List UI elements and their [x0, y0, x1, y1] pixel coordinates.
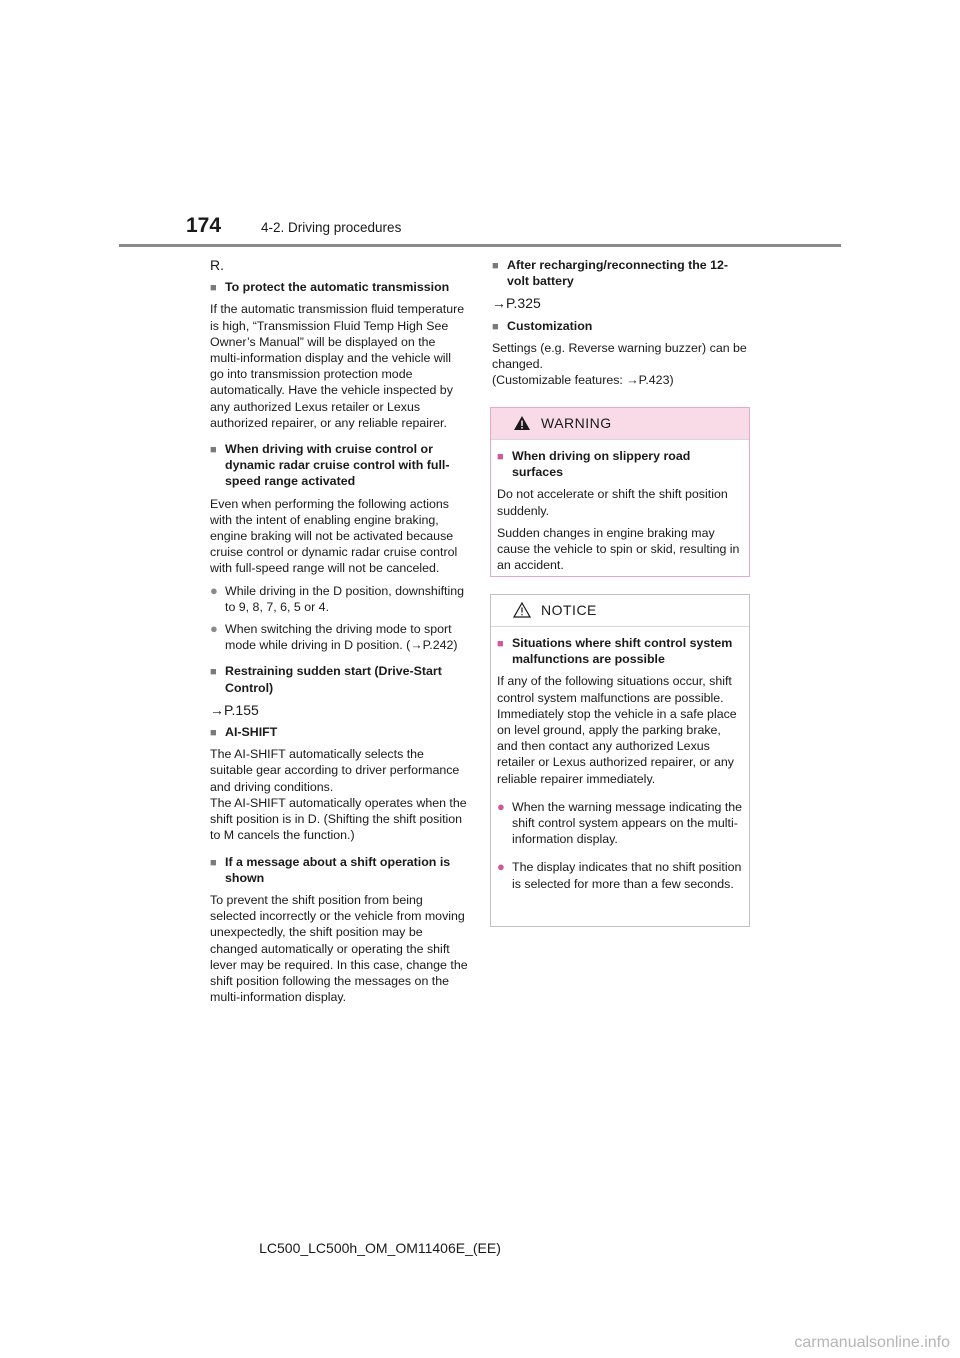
warning-title: ■ When driving on slippery road surfaces — [497, 449, 691, 480]
aishift-text-2: The AI-SHIFT automatically operates when the shift position is in D. (Shifting the shift position to M cancels the function.) — [210, 795, 467, 843]
bullet-sport-mode: ● When switching the driving mode to sport mode while driving in D position. (→P.242) — [210, 621, 458, 653]
square-bullet-icon: ■ — [492, 260, 499, 272]
heading-aishift: ■ AI-SHIFT — [210, 724, 468, 740]
footer-code: LC500_LC500h_OM_OM11406E_(EE) — [259, 1240, 501, 1256]
section-title: 4-2. Driving procedures — [261, 220, 402, 235]
square-bullet-icon: ■ — [210, 444, 217, 457]
notice-header — [491, 595, 749, 627]
warning-triangle-icon — [513, 415, 531, 431]
restrain-ref[interactable]: →P.155 — [210, 701, 259, 718]
square-bullet-icon: ■ — [210, 727, 217, 740]
circle-bullet-icon: ● — [497, 798, 505, 814]
warning-text-2: Sudden changes in engine braking may cause the vehicle to spin or skid, resulting in an accident. — [497, 525, 740, 573]
notice-label: NOTICE — [541, 602, 597, 618]
warning-header — [491, 408, 749, 440]
heading-battery: ■ After recharging/reconnecting the 12-volt battery — [492, 258, 729, 289]
square-bullet-icon: ■ — [210, 282, 217, 295]
top-text: R. — [210, 257, 224, 273]
warning-body — [491, 440, 749, 573]
heading-cruise: ■ When driving with cruise control or dynamic radar cruise control with full-speed range activated — [210, 442, 450, 489]
notice-text: If any of the following situations occur, shift control system malfunctions are possible. Immediately stop the vehicle in a safe place on level ground, apply the parking brake, and then contact any authorized Lexus retailer or Lexus authorized repairer, or any reliable repairer immediately. — [497, 674, 737, 786]
square-bullet-icon: ■ — [492, 320, 499, 333]
heading-customization: ■ Customization — [492, 318, 750, 334]
notice-bullet-2: ● The display indicates that no shift position is selected for more than a few seconds. — [497, 859, 742, 891]
warning-text-1: Do not accelerate or shift the shift position suddenly. — [497, 487, 728, 518]
header-rule — [119, 244, 841, 247]
circle-bullet-icon: ● — [497, 859, 505, 875]
notice-bullet-1: ● When the warning message indicating the shift control system appears on the multi-information display. — [497, 798, 743, 847]
square-bullet-icon: ■ — [497, 638, 504, 650]
square-bullet-icon: ■ — [210, 666, 217, 679]
page-number: 174 — [186, 214, 222, 237]
circle-bullet-icon: ● — [210, 621, 218, 637]
notice-body — [491, 627, 749, 892]
cruise-text: Even when performing the following actions with the intent of enabling engine braking, engine braking will not be activated because cruise control or dynamic radar cruise control with full-speed range will not be canceled. — [210, 496, 458, 576]
notice-triangle-icon — [513, 602, 531, 618]
customization-text-2: (Customizable features: →P.423) — [492, 373, 674, 388]
square-bullet-icon: ■ — [210, 856, 217, 869]
bullet-downshift: ● While driving in the D position, downshifting to 9, 8, 7, 6, 5 or 4. — [210, 582, 464, 614]
circle-bullet-icon: ● — [210, 582, 218, 598]
warning-label: WARNING — [541, 415, 612, 431]
watermark: carmanualsonline.info — [794, 1334, 950, 1351]
heading-protect: ■ To protect the automatic transmission — [210, 279, 468, 295]
right-column — [492, 257, 750, 394]
protect-text: If the automatic transmission fluid temperature is high, “Transmission Fluid Temp High See Owner’s Manual” will be displayed on the multi-information display and the vehicle will go into transmission protection mode automatically. Have the vehicle inspected by any authorized Lexus retailer or Lexus authorized repairer, or any reliable repairer. — [210, 302, 465, 430]
heading-restrain: ■ Restraining sudden start (Drive-Start Control) — [210, 664, 442, 695]
left-column — [210, 257, 468, 1011]
warning-box — [490, 407, 750, 577]
notice-title: ■ Situations where shift control system malfunctions are possible — [497, 636, 733, 667]
square-bullet-icon: ■ — [497, 451, 504, 463]
aishift-text-1: The AI-SHIFT automatically selects the suitable gear according to driver performance and driving conditions. — [210, 747, 460, 794]
heading-message: ■ If a message about a shift operation is shown — [210, 854, 451, 885]
battery-ref[interactable]: →P.325 — [492, 295, 541, 312]
customization-text-1: Settings (e.g. Reverse warning buzzer) can be changed. — [492, 340, 747, 372]
message-text: To prevent the shift position from being selected incorrectly or the vehicle from moving unexpectedly, the shift position may be changed automatically or operating the shift lever may be required. In this case, change the shift position following the messages on the multi-information display. — [210, 892, 468, 1005]
notice-box — [490, 594, 750, 927]
